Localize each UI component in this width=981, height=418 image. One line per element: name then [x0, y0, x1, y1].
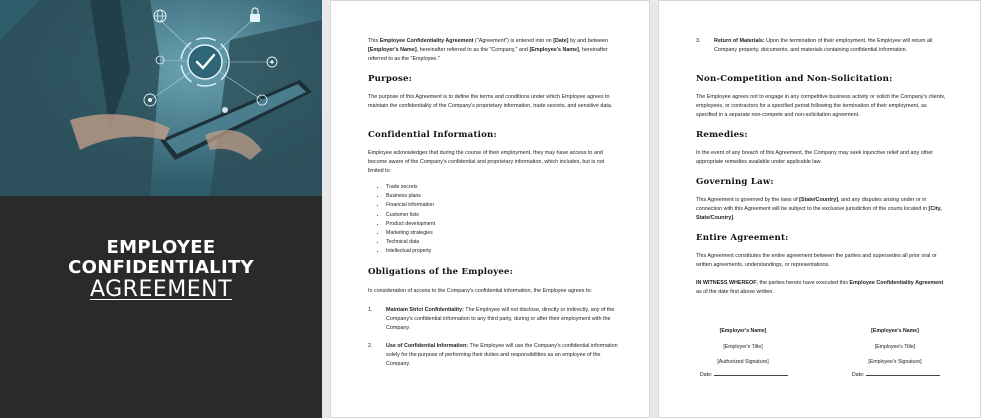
obligation-number: 1.: [368, 307, 373, 313]
noncompete-heading: Non-Competition and Non-Solicitation:: [696, 74, 893, 84]
cover-title: [0, 238, 322, 302]
confidential-item: • Product development: [386, 220, 435, 229]
confidential-item: • Financial information: [386, 201, 435, 210]
obligation-item-3: [696, 37, 946, 55]
confidential-items-list: [368, 183, 435, 257]
governing-law-text: This Agreement is governed by the laws of [State/Country], and any disputes arising under or in connection with this Agreement will be subject to the exclusive jurisdiction of the courts located in [City, State/Country].: [696, 197, 942, 222]
date-field-employee[interactable]: Date:: [852, 370, 940, 378]
purpose-heading: Purpose:: [368, 74, 413, 84]
remedies-heading: Remedies:: [696, 130, 748, 140]
obligation-number: 3.: [696, 38, 701, 44]
cover-page: [0, 0, 322, 418]
governing-law-heading: Governing Law:: [696, 177, 774, 187]
witness-paragraph: IN WITNESS WHEREOF, the parties hereto have executed this Employee Confidentiality Agreement as of the date first above written.: [696, 280, 944, 296]
cover-title-line1: EMPLOYEE: [106, 237, 216, 258]
obligation-item-1: [368, 306, 618, 334]
confidential-item: • Customer lists: [386, 211, 435, 220]
cover-title-line2: CONFIDENTIALITY: [68, 257, 254, 278]
intro-paragraph: This Employee Confidentiality Agreement ("Agreement") is entered into on [Date] by and between [Employer's Name], hereinafter referred to as the "Company," and [Employee's Name], hereinafter referred to as the "Employee.": [368, 38, 609, 63]
obligation-item-2: [368, 342, 618, 370]
signature-label: [Authorized Signature]: [717, 359, 769, 365]
confidential-item: • Trade secrets: [386, 183, 435, 192]
obligations-heading: Obligations of the Employee:: [368, 267, 514, 277]
document-page-2: [330, 0, 650, 418]
date-field-employer[interactable]: Date:: [700, 370, 788, 378]
obligation-number: 2.: [368, 343, 373, 349]
confidential-text: Employee acknowledges that during the course of their employment, they may have access to and become aware of the Company's confidential and proprietary information, which includes, but is not limited to:: [368, 150, 605, 175]
obligation-text: Return of Materials: Upon the termination of their employment, the Employee will return all Company property, documents, and materials containing confidential information.: [714, 38, 933, 54]
confidential-item: • Marketing strategies: [386, 229, 435, 238]
signature-label: [Employee's Signature]: [868, 359, 922, 365]
signature-name: [Employer's Name]: [719, 328, 767, 334]
entire-agreement-text: This Agreement constitutes the entire agreement between the parties and supersedes all prior oral or written agreements, understandings, or representations.: [696, 253, 937, 269]
cover-illustration: [0, 0, 322, 196]
confidential-item: • Business plans: [386, 192, 435, 201]
confidential-item: • Intellectual property: [386, 247, 435, 256]
document-page-3: [658, 0, 981, 418]
remedies-text: In the event of any breach of this Agreement, the Company may seek injunctive relief and any other appropriate remedies available under applicable law.: [696, 150, 934, 166]
obligation-text: Maintain Strict Confidentiality: The Employee will not disclose, directly or indirectly, any of the Company's confidential information to any third party, during or after their employment with the Company.: [386, 307, 615, 332]
obligations-text: In consideration of access to the Company's confidential information, the Employee agrees to:: [368, 288, 592, 294]
signature-block-employer: [693, 324, 793, 371]
noncompete-text: The Employee agrees not to engage in any competitive business activity or solicit the Company's clients, employees, or contractors for a specified period following the termination of their employment, as specified in a separate non-compete and non-solicitation agreement.: [696, 94, 946, 119]
entire-agreement-heading: Entire Agreement:: [696, 233, 789, 243]
confidential-heading: Confidential Information:: [368, 130, 497, 140]
shield-check-icon: [181, 38, 229, 86]
cover-title-line3: AGREEMENT: [89, 277, 233, 302]
signature-title: [Employer's Title]: [723, 343, 763, 350]
obligation-text: Use of Confidential Information: The Employee will use the Company's confidential information solely for the purpose of performing their duties and responsibilities as an employee of the Company.: [386, 343, 618, 368]
signature-block-employee: [845, 324, 945, 371]
signature-title: [Employee's Title]: [874, 343, 916, 350]
confidential-item: • Technical data: [386, 238, 435, 247]
purpose-text: The purpose of this Agreement is to define the terms and conditions under which Employee agrees to maintain the confidentiality of the Company's proprietary information, trade secrets, and sensitive data.: [368, 94, 613, 110]
signature-name: [Employee's Name]: [871, 328, 919, 334]
cover-photo: [0, 0, 322, 196]
